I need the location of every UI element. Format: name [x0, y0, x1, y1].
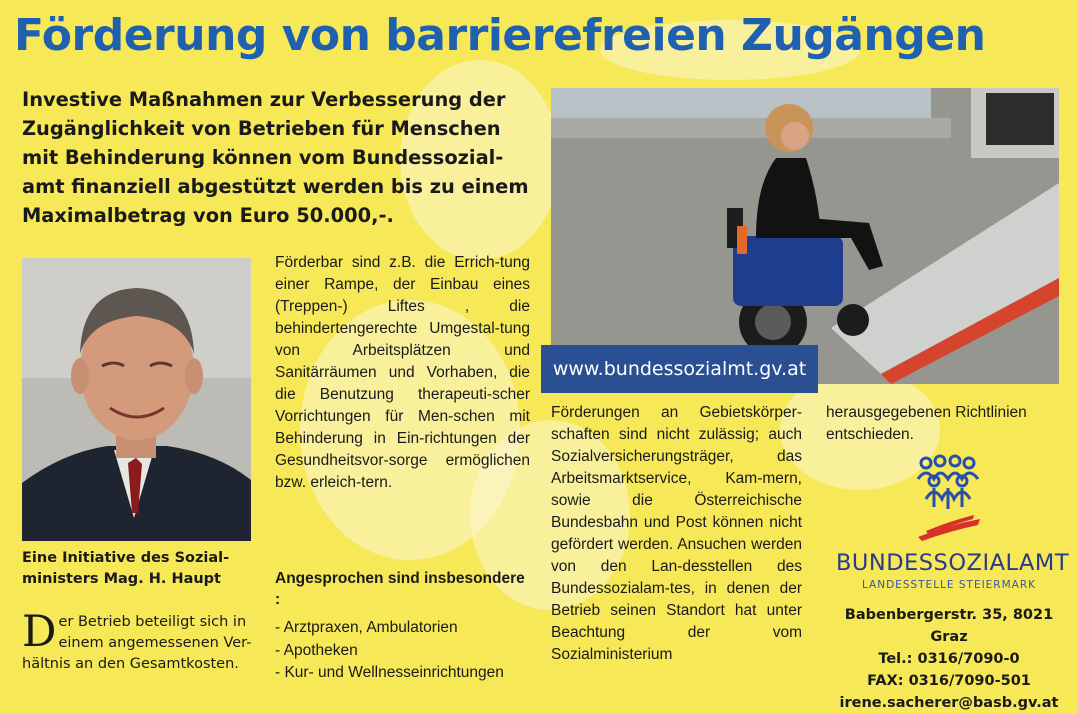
- contribution-note: [22, 607, 254, 675]
- logo-figures: [912, 455, 984, 545]
- target-heading: Angesprochen sind insbesondere :: [275, 570, 525, 608]
- target-list: [275, 617, 545, 685]
- bundessozialamt-logo-icon: [912, 455, 984, 545]
- wheelchair-illustration: [551, 88, 1059, 384]
- organization-name: BUNDESSOZIALAMT: [836, 550, 1070, 576]
- portrait-caption: Eine Initiative des Sozial-ministers Mag. H. Haupt: [22, 550, 230, 587]
- contact-block: [830, 604, 1068, 714]
- eligibility-text: Förderbar sind z.B. die Errich-tung einer Rampe, der Einbau eines (Treppen-) Liftes , die behindertengerechte Umgestal-tung von Arbeitsplätzen und Sanitärräumen und Vorhaben, die die Benutzung therapeuti-scher Vorrichtungen für Men-schen mit Behinderung in Ein-richtungen der Gesundheitsvor-sorge ermöglichen bzw. erleich-tern.: [275, 254, 530, 491]
- contact-email[interactable]: irene.sacherer@basb.gv.at: [839, 695, 1059, 711]
- restrictions-text: Förderungen an Gebietskörper-schaften sind nicht zulässig; auch Sozialversicherungsträger, das Arbeitsmarktservice, Kam-mern, sowie die Österreichische Bundesbahn und Post können nicht gefördert werden. Ansuchen werden von den Lan-desstellen des Bundessozialam-tes, in denen der Betrieb seinen Standort hat unter Beachtung der vom Sozialministerium: [551, 404, 802, 663]
- website-url[interactable]: www.bundessozialmt.gv.at: [541, 345, 818, 393]
- lead-paragraph: Investive Maßnahmen zur Verbesserung der Zugänglichkeit von Betrieben für Menschen mit Behinderung können vom Bundessozial-amt finanziell abgestützt werden bis zu einem Maximalbetrag von Euro 50.000,-.: [22, 88, 529, 227]
- organization-subtitle: LANDESSTELLE STEIERMARK: [861, 579, 1037, 591]
- dropcap-letter: D: [22, 607, 57, 657]
- list-item: - Kur- und Wellnesseinrichtungen: [275, 664, 504, 681]
- portrait-illustration: [22, 258, 251, 541]
- contribution-text: er Betrieb beteiligt sich in einem angemessenen Ver-hältnis an den Gesamtkosten.: [22, 614, 252, 672]
- page-title: Förderung von barrierefreien Zugängen: [14, 10, 986, 61]
- guidelines-text: herausgegebenen Richtlinien entschieden.: [826, 404, 1027, 443]
- contact-address: Babenbergerstr. 35, 8021 Graz: [844, 607, 1054, 645]
- list-item: - Arztpraxen, Ambulatorien: [275, 619, 458, 636]
- contact-fax: FAX: 0316/7090-501: [867, 673, 1031, 689]
- contact-tel: Tel.: 0316/7090-0: [878, 651, 1020, 667]
- wheelchair-photo: [551, 88, 1059, 384]
- portrait-photo: [22, 258, 251, 541]
- list-item: - Apotheken: [275, 641, 358, 659]
